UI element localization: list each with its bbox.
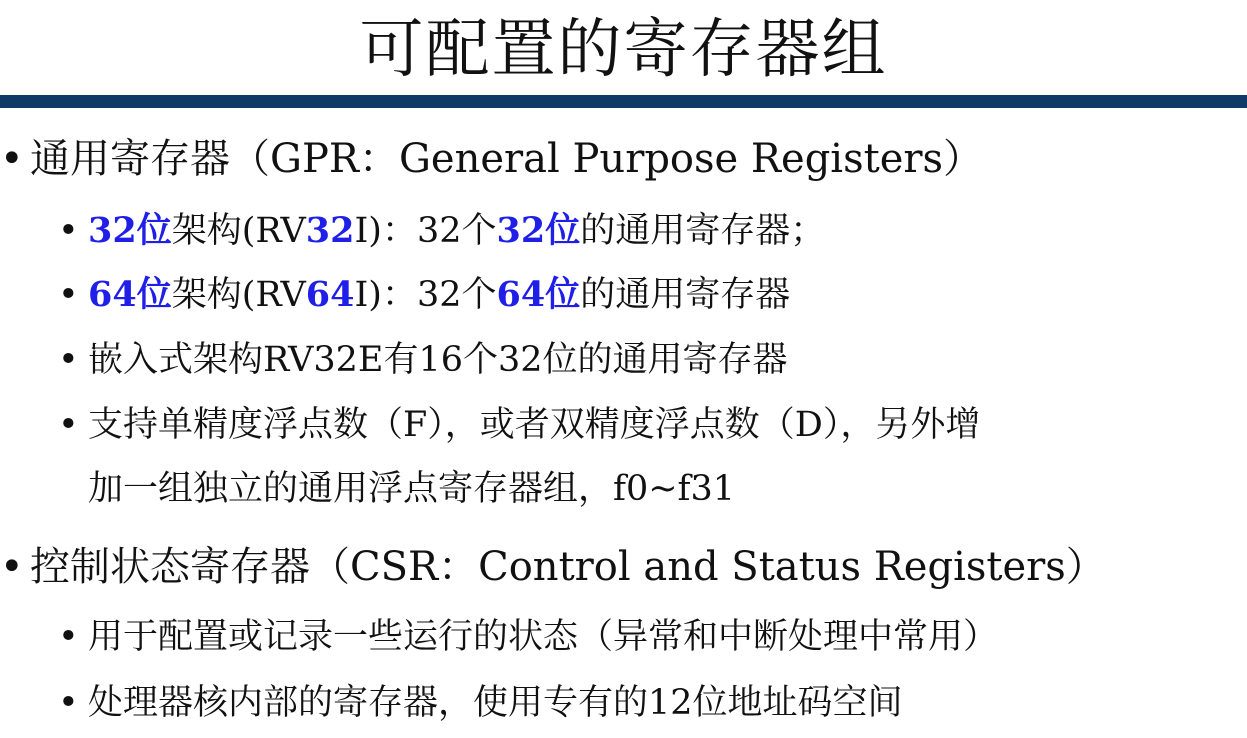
float-text-line1: 支持单精度浮点数（F），或者双精度浮点数（D），另外增 (88, 405, 981, 445)
gpr-rv32-item (58, 208, 825, 254)
csr-item-2-text: 处理器核内部的寄存器，使用专有的12位地址码空间 (88, 683, 903, 723)
csr-item-2 (58, 680, 903, 726)
rv32-highlight-3: 32位 (496, 210, 581, 251)
csr-item-1 (58, 614, 998, 660)
bullet-dot: • (0, 136, 24, 182)
gpr-heading-text: 通用寄存器（GPR：General Purpose Registers） (30, 136, 984, 182)
rv64-text-2: I)：32个 (354, 275, 497, 315)
csr-heading-text: 控制状态寄存器（CSR：Control and Status Registers） (30, 544, 1106, 590)
rv32-text-2: I)：32个 (354, 211, 497, 251)
rv32-text-1: 架构(RV (171, 211, 306, 251)
gpr-float-item (58, 402, 980, 448)
rv64-text-1: 架构(RV (171, 275, 306, 315)
bullet-dot: • (58, 275, 79, 315)
bullet-dot: • (0, 544, 24, 590)
rv32-highlight-1: 32位 (88, 210, 172, 251)
rv64-highlight-1: 64位 (88, 274, 172, 315)
gpr-heading (0, 133, 983, 185)
bullet-dot: • (58, 683, 79, 723)
bullet-dot: • (58, 340, 79, 380)
bullet-dot: • (58, 617, 79, 657)
rv64-highlight-3: 64位 (496, 274, 581, 315)
gpr-rv64-item (58, 272, 790, 318)
rv64-text-3: 的通用寄存器 (580, 275, 791, 315)
csr-item-1-text: 用于配置或记录一些运行的状态（异常和中断处理中常用） (88, 617, 999, 657)
float-text-line2: 加一组独立的通用浮点寄存器组，f0~f31 (88, 469, 736, 509)
rv32-text-3: 的通用寄存器； (580, 211, 826, 251)
rv32-highlight-2: 32 (305, 210, 355, 251)
rv64-highlight-2: 64 (305, 274, 355, 315)
csr-heading (0, 541, 1106, 593)
slide-title: 可配置的寄存器组 (359, 13, 888, 87)
bullet-dot: • (58, 211, 79, 251)
bullet-dot: • (58, 405, 79, 445)
title-divider-bar (0, 95, 1247, 108)
gpr-rv32e-item (58, 337, 788, 383)
rv32e-text: 嵌入式架构RV32E有16个32位的通用寄存器 (88, 340, 788, 380)
